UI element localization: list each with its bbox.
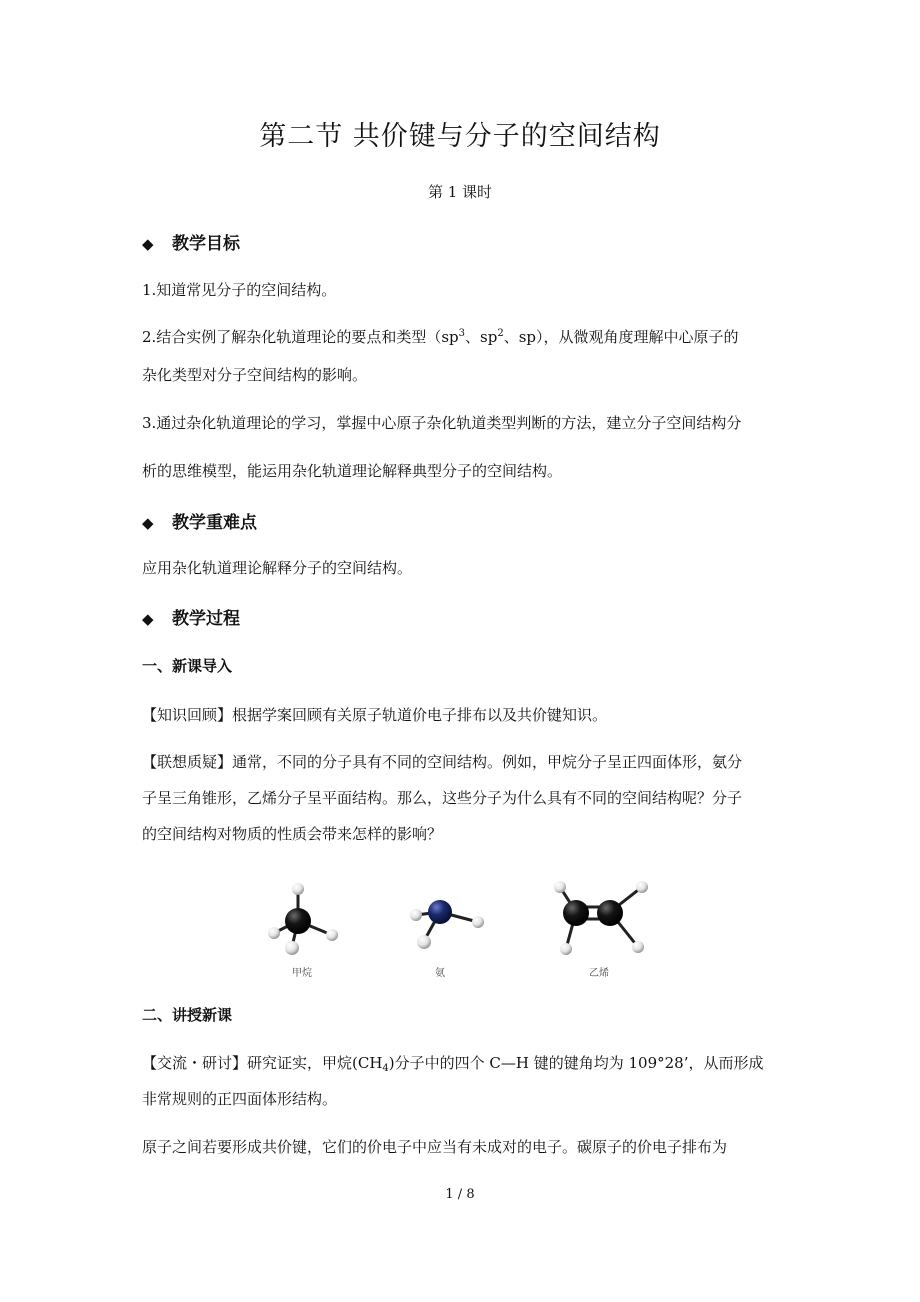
section-heading-process-label: 教学过程 [172,609,240,629]
ethylene-model [554,881,648,955]
section-heading-process [142,604,240,629]
hydrogen-atom [292,883,304,895]
carbon-atom [597,900,623,926]
hydrogen-atom [268,927,280,939]
section-heading-keypoints-label: 教学重难点 [172,513,257,533]
hydrogen-atom [410,909,422,921]
ammonia-model [410,900,484,949]
lesson-paragraph-1-line-1: 【交流・研讨】研究证实，甲烷$(CH_4)$分子中的四个 C—H 键的键角均为 109°28’，从而形成 [142,1054,764,1074]
hydrogen-atom [472,916,484,928]
nitrogen-atom [428,900,452,924]
lesson-period: 第 1 课时 [427,183,493,201]
intro-review: 【知识回顾】根据学案回顾有关原子轨道价电子排布以及共价键知识。 [142,706,608,724]
goal-item-3-line-2: 析的思维模型，能运用杂化轨道理论解释典型分子的空间结构。 [142,462,563,480]
hydrogen-atom [560,943,572,955]
section-heading-goals-label: 教学目标 [172,234,240,254]
hydrogen-atom [417,935,431,949]
diamond-bullet-icon: ◆ [142,235,154,253]
hydrogen-atom [554,881,566,893]
label-ammonia: 氨 [435,968,445,979]
keypoints-text: 应用杂化轨道理论解释分子的空间结构。 [142,559,413,577]
intro-heading: 一、新课导入 [142,657,233,675]
goal-item-1: 1.知道常见分子的空间结构。 [142,281,337,299]
hydrogen-atom [285,941,299,955]
goal-item-2-line-1: 2.结合实例了解杂化轨道理论的要点和类型（$sp^3$、$sp^2$、sp），从微观角度理解中心原子的 [142,328,739,346]
section-heading-goals [142,229,240,254]
carbon-atom [285,908,311,934]
intro-question-line-1: 【联想质疑】通常，不同的分子具有不同的空间结构。例如，甲烷分子呈正四面体形，氨分 [142,753,743,771]
goal-item-3-line-1: 3.通过杂化轨道理论的学习，掌握中心原子杂化轨道类型判断的方法，建立分子空间结构分 [142,414,742,432]
methane-model [268,883,338,955]
lesson-paragraph-2-line-1: 原子之间若要形成共价键，它们的价电子中应当有未成对的电子。碳原子的价电子排布为 [142,1138,728,1156]
label-ethylene: 乙烯 [589,968,609,979]
diamond-bullet-icon: ◆ [142,514,154,532]
label-methane: 甲烷 [292,968,312,979]
hydrogen-atom [326,929,338,941]
lesson-paragraph-1-line-2: 非常规则的正四面体形结构。 [142,1090,338,1108]
page-number: 1 / 8 [445,1187,475,1202]
hydrogen-atom [632,941,644,953]
diamond-bullet-icon: ◆ [142,610,154,628]
section-heading-keypoints [142,508,257,533]
carbon-atom [563,900,589,926]
hydrogen-atom [636,881,648,893]
page-title: 第二节 共价键与分子的空间结构 [259,121,661,152]
intro-question-line-2: 子呈三角锥形，乙烯分子呈平面结构。那么，这些分子为什么具有不同的空间结构呢？分子 [142,789,743,807]
lesson-heading: 二、讲授新课 [142,1006,233,1024]
goal-item-2-line-2: 杂化类型对分子空间结构的影响。 [142,366,368,384]
intro-question-line-3: 的空间结构对物质的性质会带来怎样的影响？ [142,825,443,843]
